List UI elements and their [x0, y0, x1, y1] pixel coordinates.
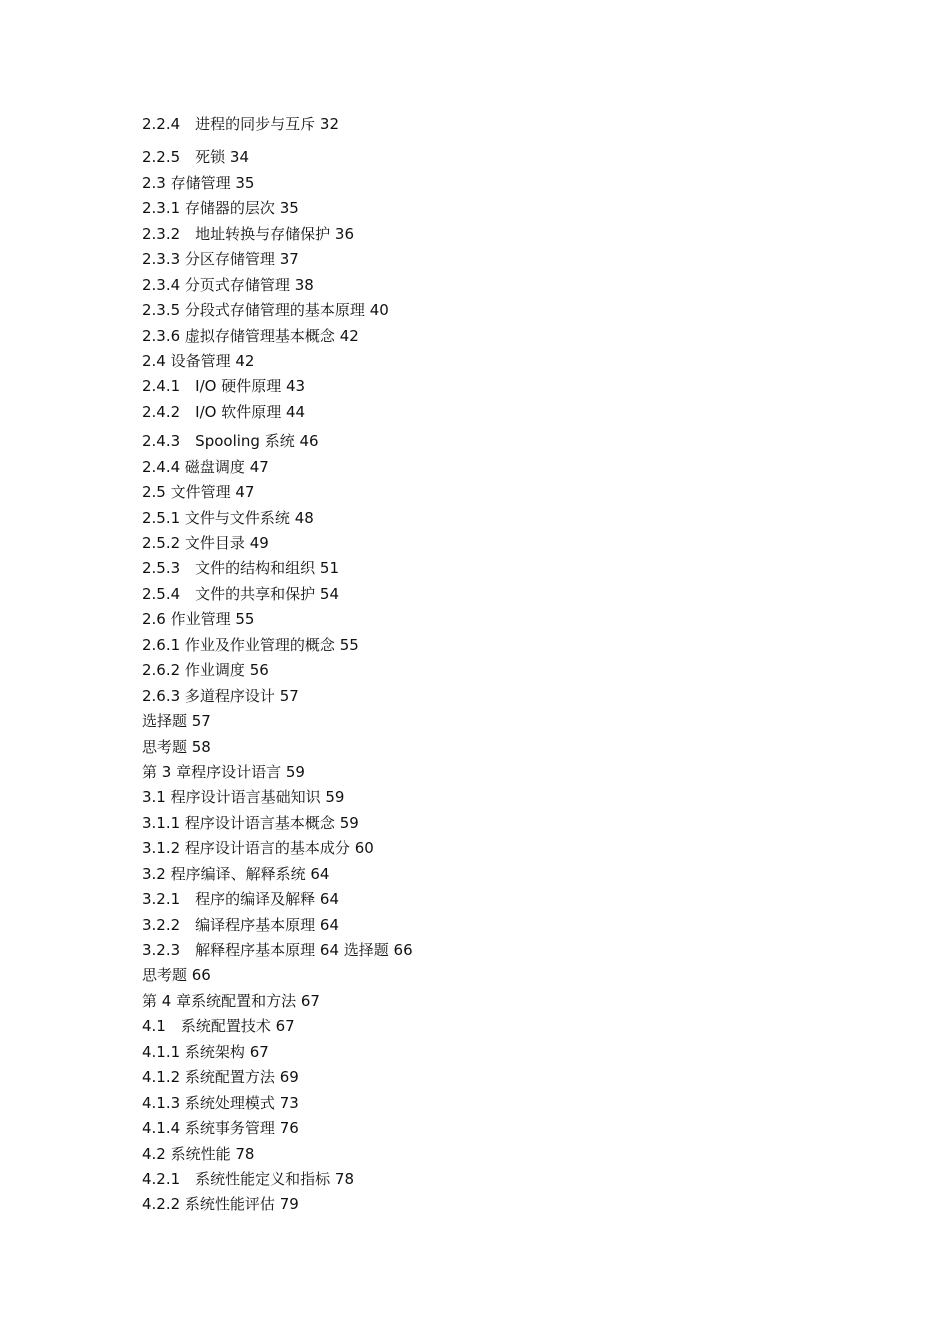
toc-entry-2-3: 2.3 存储管理 35	[142, 173, 255, 192]
toc-entry-2-5: 2.5 文件管理 47	[142, 483, 255, 502]
toc-entry-2-3-2: 2.3.2 地址转换与存储保护 36	[142, 224, 355, 243]
toc-entry-3-2-3: 3.2.3 解释程序基本原理 64 选择题 66	[142, 941, 413, 959]
toc-entry-3-1: 3.1 程序设计语言基础知识 59	[142, 788, 345, 807]
toc-entry-2-6-2: 2.6.2 作业调度 56	[142, 661, 269, 680]
toc-entry-2-3-1: 2.3.1 存储器的层次 35	[142, 199, 299, 218]
toc-entry-4-2: 4.2 系统性能 78	[142, 1144, 255, 1163]
toc-entry-2-4-2: 2.4.2 I/O 软件原理 44	[142, 402, 306, 421]
toc-entry-2-5-4: 2.5.4 文件的共享和保护 54	[142, 584, 340, 603]
toc-entry-chapter-3: 第 3 章程序设计语言 59	[142, 762, 305, 781]
toc-entry-4-1-4: 4.1.4 系统事务管理 76	[142, 1119, 299, 1138]
toc-entry-4-1: 4.1 系统配置技术 67	[142, 1017, 295, 1036]
toc-entry-2-3-5: 2.3.5 分段式存储管理的基本原理 40	[142, 301, 389, 320]
toc-entry-chapter-4: 第 4 章系统配置和方法 67	[142, 991, 320, 1010]
toc-entry-2-3-6: 2.3.6 虚拟存储管理基本概念 42	[142, 326, 359, 345]
toc-entry-2-3-4: 2.3.4 分页式存储管理 38	[142, 275, 314, 294]
toc-entry-2-4-1: 2.4.1 I/O 硬件原理 43	[142, 377, 306, 396]
toc-entry-choice-questions-ch2: 选择题 57	[142, 712, 211, 731]
toc-entry-3-2-2: 3.2.2 编译程序基本原理 64	[142, 915, 340, 934]
toc-entry-2-4: 2.4 设备管理 42	[142, 351, 255, 370]
toc-entry-4-1-3: 4.1.3 系统处理模式 73	[142, 1093, 299, 1112]
toc-entry-2-6: 2.6 作业管理 55	[142, 610, 255, 629]
toc-entry-2-2-5: 2.2.5 死锁 34	[142, 148, 250, 167]
toc-entry-review-questions-ch2: 思考题 58	[142, 737, 211, 756]
table-of-contents	[142, 112, 842, 1218]
toc-entry-2-6-3: 2.6.3 多道程序设计 57	[142, 686, 299, 705]
toc-entry-2-5-1: 2.5.1 文件与文件系统 48	[142, 508, 314, 527]
toc-entry-2-3-3: 2.3.3 分区存储管理 37	[142, 250, 299, 269]
toc-entry-2-6-1: 2.6.1 作业及作业管理的概念 55	[142, 635, 359, 654]
toc-entry-3-2: 3.2 程序编译、解释系统 64	[142, 864, 330, 883]
toc-entry-3-2-1: 3.2.1 程序的编译及解释 64	[142, 890, 340, 909]
toc-entry-2-5-2: 2.5.2 文件目录 49	[142, 534, 269, 552]
toc-entry-3-1-2: 3.1.2 程序设计语言的基本成分 60	[142, 839, 374, 858]
toc-entry-2-2-4: 2.2.4 进程的同步与互斥 32	[142, 115, 340, 133]
toc-entry-4-2-1: 4.2.1 系统性能定义和指标 78	[142, 1169, 355, 1188]
toc-entry-2-5-3: 2.5.3 文件的结构和组织 51	[142, 559, 340, 578]
toc-entry-2-4-4: 2.4.4 磁盘调度 47	[142, 457, 269, 476]
toc-entry-4-1-2: 4.1.2 系统配置方法 69	[142, 1068, 299, 1087]
toc-entry-4-1-1: 4.1.1 系统架构 67	[142, 1042, 269, 1061]
toc-entry-2-4-3: 2.4.3 Spooling 系统 46	[142, 432, 319, 451]
toc-entry-3-1-1: 3.1.1 程序设计语言基本概念 59	[142, 813, 359, 832]
toc-entry-4-2-2: 4.2.2 系统性能评估 79	[142, 1195, 299, 1214]
toc-entry-review-questions-ch3: 思考题 66	[142, 966, 211, 985]
